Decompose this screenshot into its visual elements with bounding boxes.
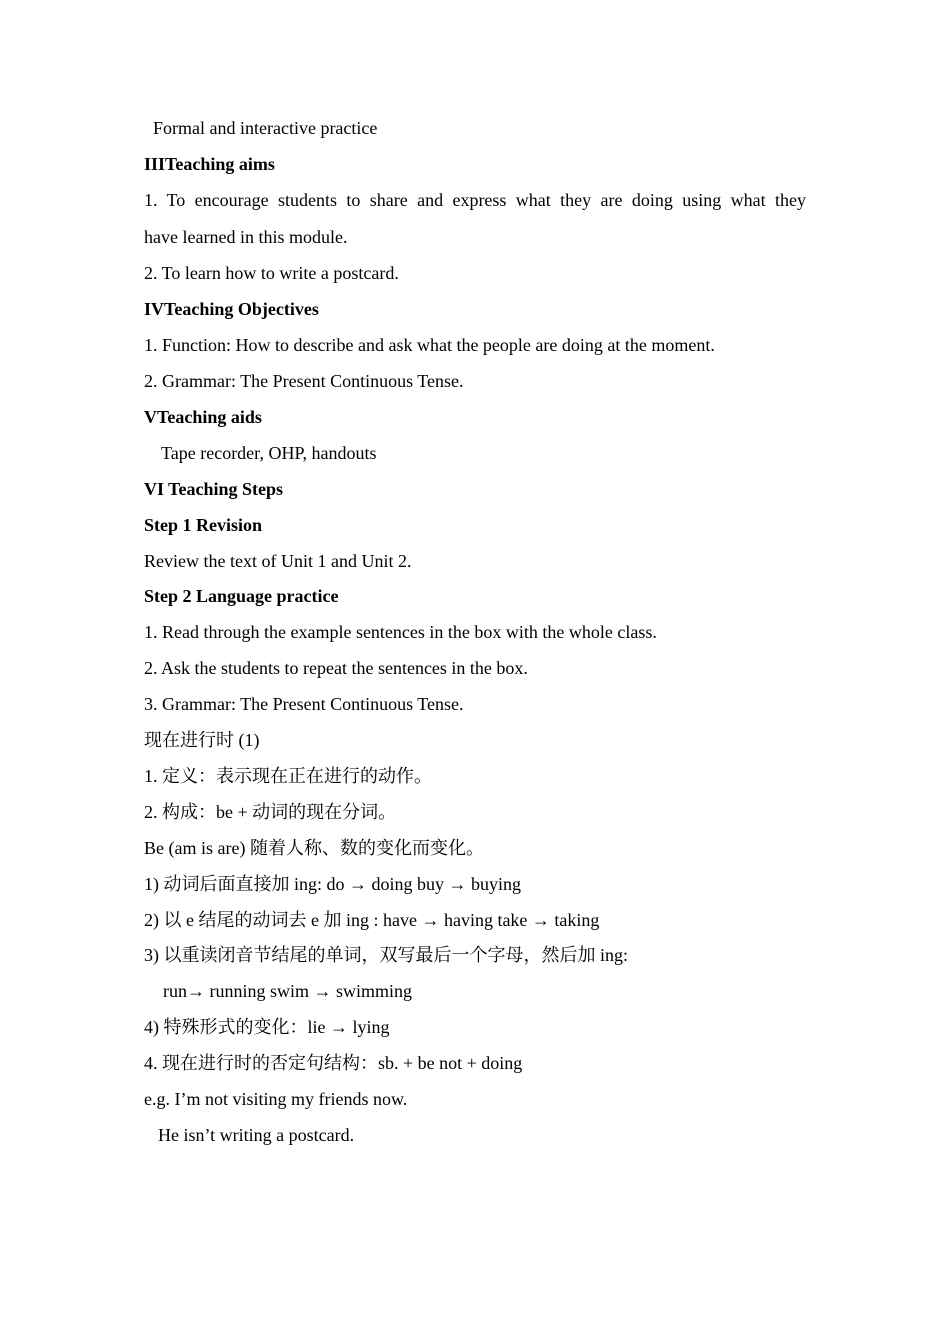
objective-item-1: 1. Function: How to describe and ask what the people are doing at the moment.: [144, 335, 715, 355]
grammar-rule-2: 2) 以 e 结尾的动词去 e 加 ing : have → having take → taking: [144, 910, 600, 930]
step-2-item-1: 1. Read through the example sentences in the box with the whole class.: [144, 622, 657, 642]
grammar-rule-4: 4) 特殊形式的变化：lie → lying: [144, 1017, 390, 1037]
grammar-negative-structure: 4. 现在进行时的否定句结构：sb. + be not + doing: [144, 1053, 523, 1073]
grammar-rule-3: 3) 以重读闭音节结尾的单词，双写最后一个字母，然后加 ing:: [144, 945, 628, 965]
objective-item-2: 2. Grammar: The Present Continuous Tense.: [144, 371, 464, 391]
step-2-heading: Step 2 Language practice: [144, 586, 339, 606]
step-1-heading: Step 1 Revision: [144, 515, 263, 535]
grammar-be-note: Be (am is are) 随着人称、数的变化而变化。: [144, 838, 484, 858]
aim-item-1-line-1: 1. To encourage students to share and express what they are doing using what they: [144, 190, 806, 210]
section-heading-teaching-objectives: IVTeaching Objectives: [144, 299, 319, 319]
teaching-aids-text: Tape recorder, OHP, handouts: [161, 443, 377, 463]
aim-item-2: 2. To learn how to write a postcard.: [144, 263, 399, 283]
aim-item-1-line-2: have learned in this module.: [144, 227, 348, 247]
section-heading-teaching-aims: IIITeaching aims: [144, 154, 275, 174]
section-heading-teaching-aids: VTeaching aids: [144, 407, 262, 427]
section-heading-teaching-steps: VI Teaching Steps: [144, 479, 284, 499]
step-2-item-3: 3. Grammar: The Present Continuous Tense.: [144, 694, 464, 714]
step-1-text: Review the text of Unit 1 and Unit 2.: [144, 551, 412, 571]
grammar-rule-1: 1) 动词后面直接加 ing: do → doing buy → buying: [144, 874, 521, 894]
grammar-title: 现在进行时 (1): [144, 730, 260, 750]
grammar-structure: 2. 构成：be + 动词的现在分词。: [144, 802, 397, 822]
grammar-rule-3-examples: run→ running swim → swimming: [163, 981, 413, 1001]
example-sentence-1: e.g. I’m not visiting my friends now.: [144, 1089, 408, 1109]
teaching-method-text: Formal and interactive practice: [153, 118, 378, 138]
step-2-item-2: 2. Ask the students to repeat the sentences in the box.: [144, 658, 528, 678]
example-sentence-2: He isn’t writing a postcard.: [158, 1125, 355, 1145]
grammar-definition: 1. 定义：表示现在正在进行的动作。: [144, 766, 432, 786]
